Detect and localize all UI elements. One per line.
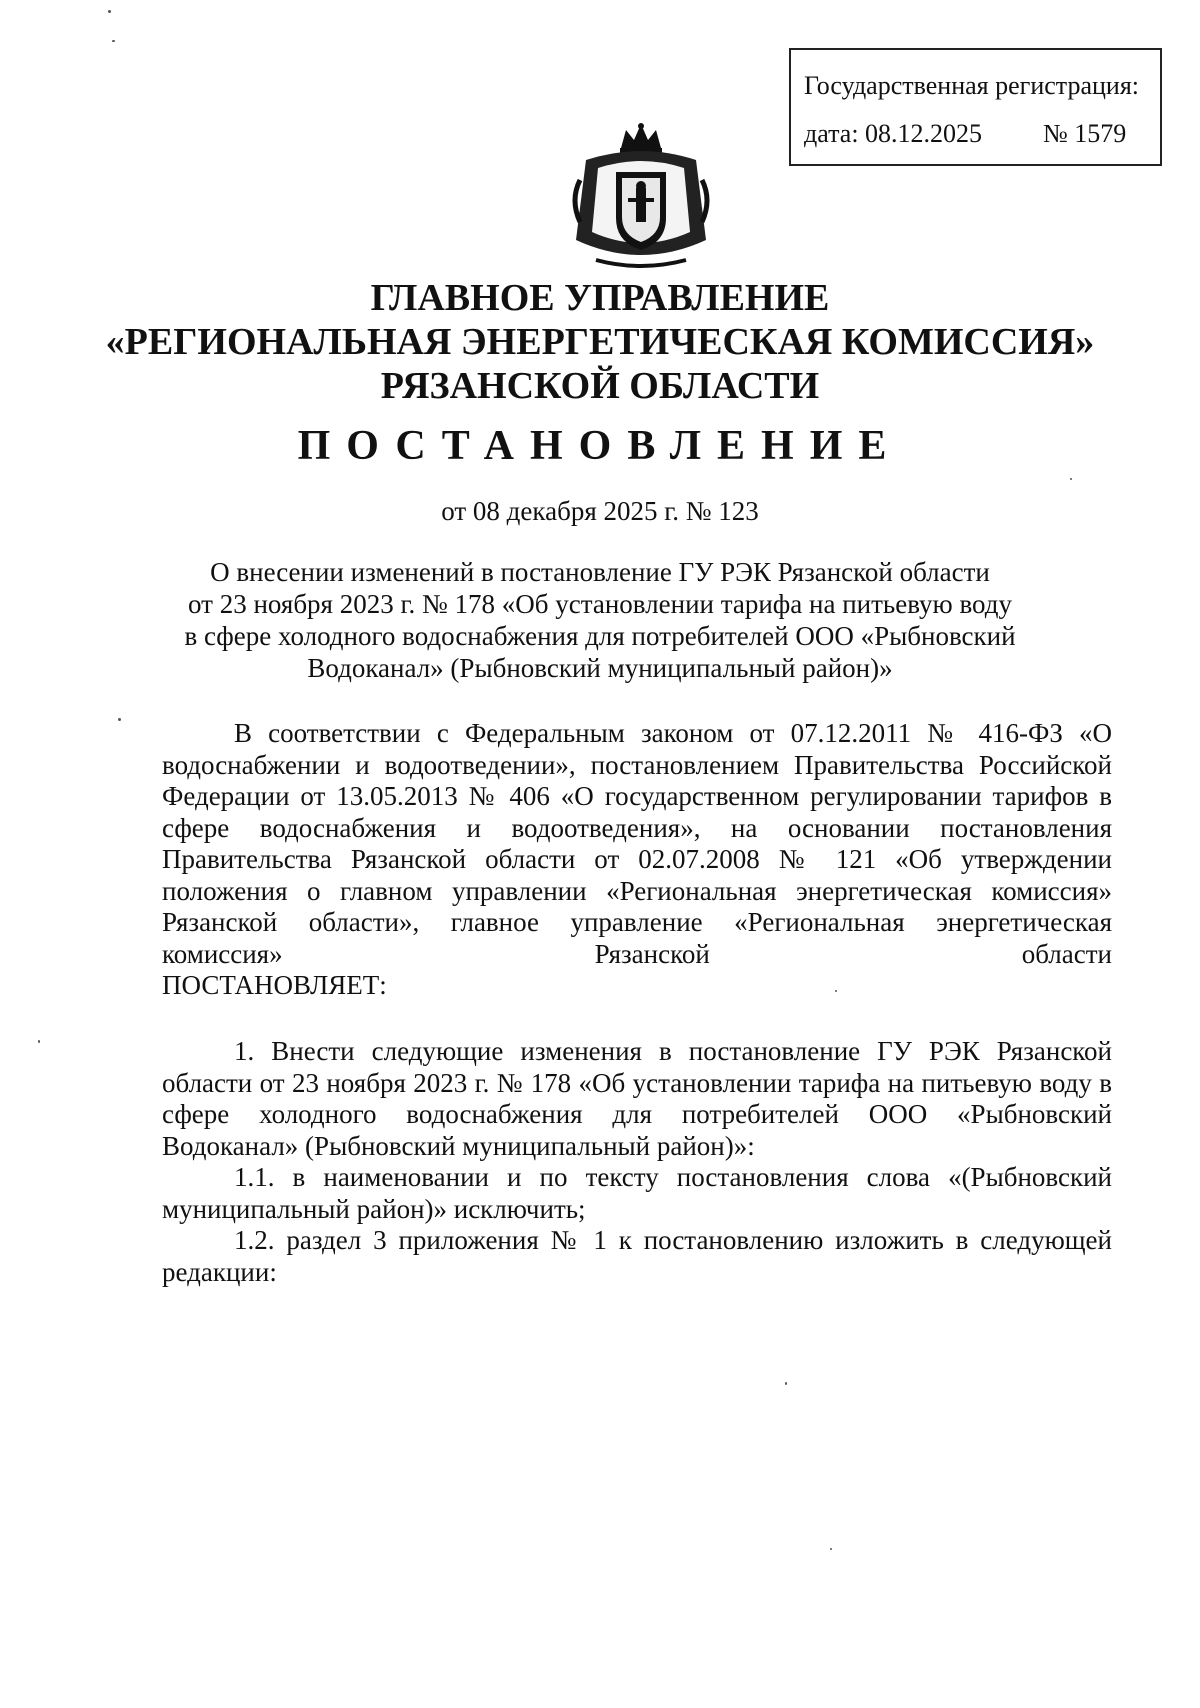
registration-stamp [789, 48, 1162, 166]
organization-name [100, 276, 1100, 408]
scan-speck [830, 1548, 832, 1550]
scan-speck [112, 40, 115, 42]
scan-speck [1070, 478, 1072, 480]
scan-speck [38, 1040, 40, 1043]
scan-speck [835, 990, 837, 992]
basis-paragraph: В соответствии с Федеральным законом от 07.12.2011 № 416-ФЗ «О водоснабжении и водоотведении», постановлением Правительства Российской Федерации от 13.05.2013 № 406 «О государственном регулировании тарифов в сфере водоснабжения и водоотведения», на основании постановления Правительства Рязанской области от 02.07.2008 № 121 «Об утверждении положения о главном управлении «Региональная энергетическая комиссия» Рязанской области», главное управление «Региональная энергетическая комиссия» Рязанской области [162, 718, 1112, 969]
document-type: ПОСТАНОВЛЕНИЕ [297, 423, 903, 469]
coat-of-arms-icon [566, 120, 716, 272]
items-section [162, 1036, 1112, 1288]
subject-line-2: от 23 ноября 2023 г. № 178 «Об установлении тарифа на питьевую воду [188, 589, 1012, 619]
organization-line-3: РЯЗАНСКОЙ ОБЛАСТИ [380, 365, 820, 407]
subject-line-3: в сфере холодного водоснабжения для потребителей ООО «Рыбновский [184, 621, 1016, 651]
registration-title: Государственная регистрация: [804, 71, 1140, 100]
subject-line-4: Водоканал» (Рыбновский муниципальный район)» [307, 653, 893, 683]
item-1-1: 1.1. в наименовании и по тексту постановления слова «(Рыбновский муниципальный район)» исключить; [162, 1162, 1112, 1224]
scan-speck [108, 10, 111, 13]
subject-line-1: О внесении изменений в постановление ГУ РЭК Рязанской области [210, 557, 990, 587]
document-subject [160, 556, 1040, 684]
organization-line-2: «РЕГИОНАЛЬНАЯ ЭНЕРГЕТИЧЕСКАЯ КОМИССИЯ» [105, 321, 1095, 363]
basis-section [162, 718, 1112, 1002]
registration-number: № 1579 [1043, 119, 1127, 148]
decree-word: ПОСТАНОВЛЯЕТ: [162, 970, 387, 1000]
item-1: 1. Внести следующие изменения в постановление ГУ РЭК Рязанской области от 23 ноября 2023 г. № 178 «Об установлении тарифа на питьевую воду в сфере холодного водоснабжения для потребителей ООО «Рыбновский Водоканал» (Рыбновский муниципальный район)»: [162, 1036, 1112, 1161]
document-date-number: от 08 декабря 2025 г. № 123 [441, 496, 759, 526]
registration-date: дата: 08.12.2025 [804, 119, 983, 148]
scan-speck [785, 1382, 787, 1385]
scan-speck [118, 718, 121, 721]
item-1-2: 1.2. раздел 3 приложения № 1 к постановлению изложить в следующей редакции: [162, 1225, 1112, 1287]
organization-line-1: ГЛАВНОЕ УПРАВЛЕНИЕ [370, 277, 830, 319]
